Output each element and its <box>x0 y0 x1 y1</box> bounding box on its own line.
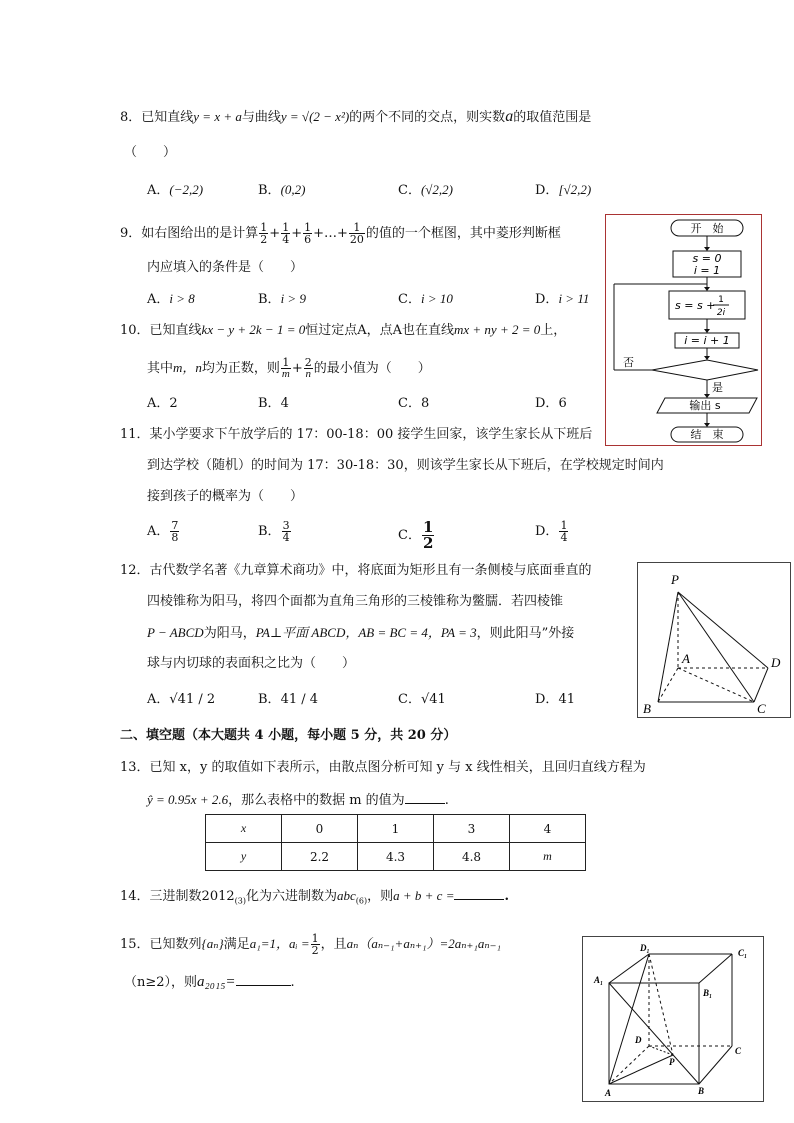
output-label: 输出 s <box>689 399 721 412</box>
vertex-c: C <box>735 1046 742 1056</box>
q13-answer-blank <box>405 791 445 804</box>
vertex-c1: C₁ <box>738 948 748 958</box>
yes-label: 是 <box>712 381 723 394</box>
update-i-label: i = i + 1 <box>684 334 730 347</box>
flowchart-border <box>606 215 762 446</box>
q10-frac-1: $\frac{1}{m}$ <box>281 356 290 380</box>
vertex-p: P <box>671 572 679 587</box>
q12-line4: 球与内切球的表面积之比为（ ） <box>147 656 356 671</box>
q12-line1: 12．古代数学名著《九章算术商功》中，将底面为矩形且有一条侧棱与底面垂直的 <box>120 563 592 578</box>
q11-option-c: C． $\frac{1}{2}$ <box>398 518 434 552</box>
vertex-a: A <box>605 1088 612 1098</box>
q11-option-a: A． $\frac{7}{8}$ <box>147 519 179 544</box>
end-label: 结 束 <box>690 428 724 441</box>
no-label: 否 <box>623 356 634 369</box>
pyramid-border <box>638 563 791 718</box>
cube-border <box>583 937 764 1102</box>
table-row <box>206 815 586 843</box>
start-label: 开 始 <box>690 222 724 235</box>
q12-line3: P − ABCD为阳马，PA⊥平面 ABCD，AB = BC = 4，PA = 3，则此阳马”外接 <box>147 625 575 641</box>
q8-option-a: A．(−2,2) <box>147 182 204 198</box>
update-s-den: 2i <box>716 308 726 318</box>
q15-frac: $\frac{1}{2}$ <box>311 932 319 957</box>
table-cell: y <box>206 843 282 871</box>
q15-stem: 15．已知数列{aₙ}满足a₁=1，aᵢ = $\frac{1}{2}$ ，且aₙ（aₙ₋₁+aₙ₊₁）=2aₙ₊₁aₙ₋₁ <box>120 932 502 957</box>
vertex-d: D <box>771 655 781 670</box>
q12-option-a: A．√41 / 2 <box>147 692 216 707</box>
q13-line2: ŷ = 0.95x + 2.6，那么表格中的数据 m 的值为 . <box>147 792 449 808</box>
decision-node <box>652 360 758 380</box>
vertex-d1: D₁ <box>640 943 650 953</box>
q8-option-b: B．(0,2) <box>258 182 306 198</box>
q9-stem: 9．如右图给出的是计算 $\frac{1}{2}$ + $\frac{1}{4}$ + $\frac{1}{6}$ +…+ $\frac{1}{20}$ 的值的一个框图，其中菱形判断框 <box>120 221 561 246</box>
line-ap <box>609 1055 673 1084</box>
q10-option-d: D．6 <box>535 396 567 411</box>
q12-option-d: D．41 <box>535 692 575 707</box>
q10-frac-2: $\frac{2}{n}$ <box>304 356 312 380</box>
q9-option-b: B．i > 9 <box>258 291 306 307</box>
q9-option-a: A．i > 8 <box>147 291 195 307</box>
pyramid-figure <box>637 562 791 718</box>
q9-frac-2: $\frac{1}{4}$ <box>282 221 290 246</box>
section-2-title: 二、填空题（本大题共 4 小题，每小题 5 分，共 20 分） <box>120 728 457 743</box>
diag-a1b <box>609 983 699 1084</box>
q9-line2: 内应填入的条件是（ ） <box>147 260 304 275</box>
cube-figure <box>582 936 764 1102</box>
q11-line2: 到达学校（随机）的时间为 17：30-18：30，则该学生家长从下班后，在学校规定时间内 <box>147 458 664 473</box>
vertex-a1: A₁ <box>594 975 604 985</box>
table-row <box>206 843 586 871</box>
edge-a1d1 <box>609 954 649 983</box>
q10-line2: 其中m，n均为正数，则 $\frac{1}{m}$ + $\frac{2}{n}$ 的最小值为（ ） <box>147 356 431 380</box>
q9-option-c: C．i > 10 <box>398 291 453 307</box>
q8-option-c: C．(√2,2) <box>398 182 453 198</box>
q14-stem: 14．三进制数$2012_{(3)}$化为六进制数为abc$_{(6)}$，则a + b + c = . <box>120 888 510 906</box>
q8-stem: 8．已知直线y = x + a与曲线y = √(2 − x²)的两个不同的交点，则实数a的取值范围是 <box>120 108 592 125</box>
q10-option-b: B．4 <box>258 396 289 411</box>
q15-line2: （n≥2），则a₂₀₁₅= . <box>124 974 295 990</box>
vertex-b: B <box>698 1086 705 1096</box>
q10-stem: 10．已知直线kx − y + 2k − 1 = 0恒过定点A，点A也在直线mx + ny + 2 = 0上， <box>120 322 567 338</box>
edge-b1c1 <box>699 954 732 983</box>
q12-line2: 四棱锥称为阳马，将四个面都为直角三角形的三棱锥称为鳖臑．若四棱锥 <box>147 594 564 609</box>
q9-frac-3: $\frac{1}{6}$ <box>304 221 312 246</box>
q10-option-a: A．2 <box>147 396 178 411</box>
vertex-p: P <box>669 1057 675 1067</box>
q15-answer-blank <box>236 973 291 986</box>
table-cell: m <box>510 843 586 871</box>
q12-option-c: C．√41 <box>398 692 446 707</box>
edge-cd <box>754 668 768 702</box>
table-cell: 4.8 <box>434 843 510 871</box>
table-cell: 3 <box>434 815 510 843</box>
vertex-d: D <box>635 1035 642 1045</box>
update-s-num: 1 <box>718 295 724 305</box>
q13-table <box>205 814 586 871</box>
update-s-label: s = s + <box>675 299 716 312</box>
line-d1p <box>649 954 673 1055</box>
vertex-b: B <box>643 701 651 716</box>
table-cell: x <box>206 815 282 843</box>
vertex-a: A <box>682 651 690 666</box>
table-cell: 2.2 <box>282 843 358 871</box>
table-cell: 0 <box>282 815 358 843</box>
q9-frac-1: $\frac{1}{2}$ <box>260 221 268 246</box>
q11-line3: 接到孩子的概率为（ ） <box>147 489 304 504</box>
q11-option-b: B． $\frac{3}{4}$ <box>258 519 290 544</box>
q10-option-c: C．8 <box>398 396 430 411</box>
q9-frac-4: $\frac{1}{20}$ <box>349 221 364 246</box>
q9-option-d: D．i > 11 <box>535 291 590 307</box>
q8-paren: （ ） <box>124 145 177 160</box>
q14-answer-blank <box>454 887 504 900</box>
table-cell: 4.3 <box>358 843 434 871</box>
q13-line1: 13．已知 x，y 的取值如下表所示，由散点图分析可知 y 与 x 线性相关，且回归直线方程为 <box>120 760 646 775</box>
line-d1a <box>609 954 649 1084</box>
vertex-b1: B₁ <box>703 988 713 998</box>
table-cell: 1 <box>358 815 434 843</box>
init-s-label: s = 0 <box>692 252 722 265</box>
edge-bc <box>699 1046 732 1084</box>
table-cell: 4 <box>510 815 586 843</box>
init-i-label: i = 1 <box>693 264 721 277</box>
flowchart-figure <box>605 214 762 446</box>
q12-option-b: B．41 / 4 <box>258 692 319 707</box>
q11-line1: 11．某小学要求下午放学后的 17：00-18：00 接学生回家，该学生家长从下班后 <box>120 427 593 442</box>
q11-option-d: D． $\frac{1}{4}$ <box>535 519 568 544</box>
vertex-c: C <box>757 701 766 716</box>
q8-option-d: D．[√2,2) <box>535 182 592 198</box>
